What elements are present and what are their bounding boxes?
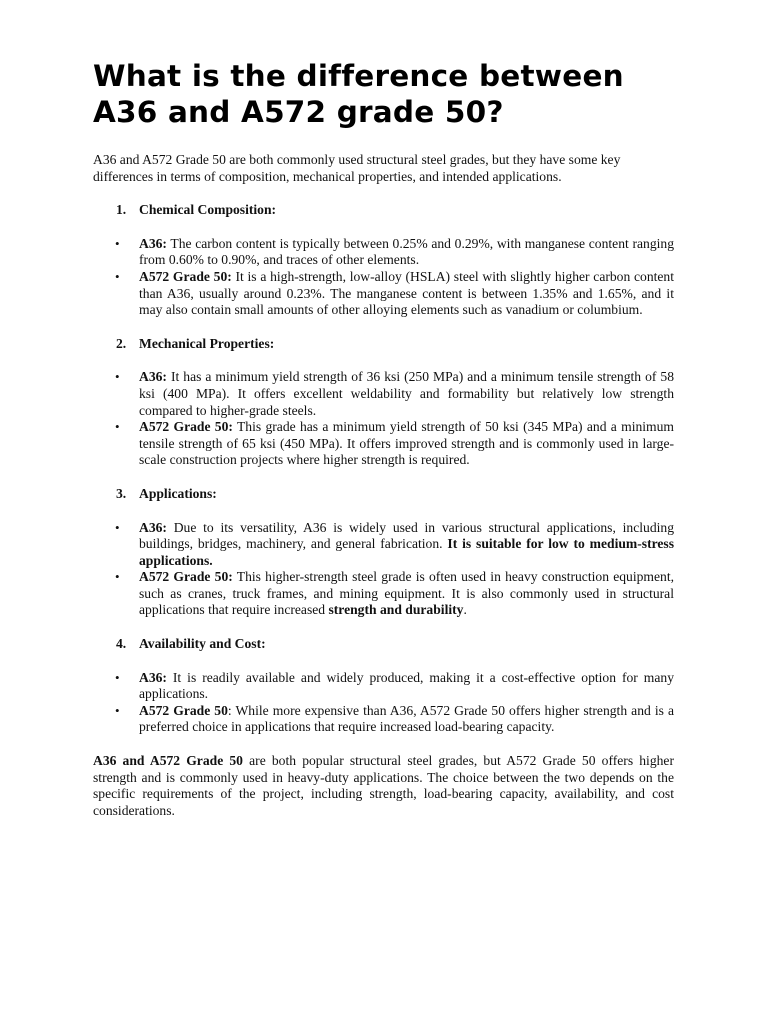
bullet-icon: • bbox=[115, 702, 120, 718]
list-item bbox=[93, 520, 674, 570]
bullet-icon: • bbox=[115, 569, 120, 585]
item-label: A36: bbox=[139, 235, 167, 251]
section-mechanical-properties bbox=[93, 336, 674, 469]
bullet-icon: • bbox=[115, 235, 120, 251]
bullet-icon: • bbox=[115, 268, 120, 284]
item-text: This higher-strength steel grade is often used in heavy construction equipment, such as cranes, truck frames, and mining equipment. It is also commonly used in structural applications that require increased bbox=[139, 569, 674, 618]
section-availability-and-cost bbox=[93, 636, 674, 736]
item-text: It has a minimum yield strength of 36 ksi (250 MPa) and a minimum tensile strength of 58 ksi (400 MPa). It offers excellent weldability and formability but relatively low strength compared to higher-grade steels. bbox=[139, 369, 674, 418]
intro-paragraph: A36 and A572 Grade 50 are both commonly used structural steel grades, but they have some key differences in terms of composition, mechanical properties, and intended applications. bbox=[93, 152, 621, 184]
section-heading bbox=[116, 202, 674, 219]
section-heading-text: Applications: bbox=[139, 485, 217, 501]
section-number: 1. bbox=[116, 202, 127, 218]
item-emphasis: strength and durability bbox=[328, 602, 464, 618]
bullet-icon: • bbox=[115, 419, 120, 435]
item-label: A572 Grade 50: bbox=[139, 569, 233, 585]
bullet-icon: • bbox=[115, 669, 120, 685]
bullet-list bbox=[93, 520, 674, 620]
section-number: 3. bbox=[116, 485, 127, 501]
section-heading-text: Mechanical Properties: bbox=[139, 335, 275, 351]
section-heading-text: Chemical Composition: bbox=[139, 202, 277, 218]
list-item bbox=[93, 419, 674, 469]
item-label: A36: bbox=[139, 369, 167, 385]
bullet-list bbox=[93, 670, 674, 736]
section-heading bbox=[116, 486, 674, 503]
item-text: : While more expensive than A36, A572 Grade 50 offers higher strength and is a preferred choice in applications that require increased load-bearing capacity. bbox=[139, 702, 674, 735]
section-number: 2. bbox=[116, 335, 127, 351]
bullet-icon: • bbox=[115, 519, 120, 535]
summary-paragraph bbox=[93, 753, 674, 819]
section-chemical-composition bbox=[93, 202, 674, 319]
section-heading bbox=[116, 336, 674, 353]
list-item bbox=[93, 670, 674, 703]
bullet-list bbox=[93, 236, 674, 319]
section-heading-text: Availability and Cost: bbox=[139, 636, 266, 652]
list-item bbox=[93, 569, 674, 619]
item-emphasis: It is suitable for low to medium-stress applications. bbox=[139, 536, 674, 568]
list-item bbox=[93, 269, 674, 319]
summary-lead: A36 and A572 Grade 50 bbox=[93, 753, 243, 769]
list-item bbox=[93, 369, 674, 419]
item-text: It is a high-strength, low-alloy (HSLA) steel with slightly higher carbon content than A36, usually around 0.23%. The manganese content is between 1.35% and 1.65%, and it may also contain small amounts of other alloying elements such as vanadium or columbium. bbox=[139, 268, 675, 318]
document-page bbox=[93, 58, 674, 819]
item-tail: . bbox=[463, 602, 467, 618]
section-number: 4. bbox=[116, 636, 127, 652]
item-text: It is readily available and widely produced, making it a cost-effective option for many applications. bbox=[139, 669, 674, 702]
summary-text: are both popular structural steel grades, but A572 Grade 50 offers higher strength and is commonly used in heavy-duty applications. The choice between the two depends on the specific requirements of the project, including strength, load-bearing capacity, availability, and cost considerations. bbox=[93, 753, 674, 818]
item-text: The carbon content is typically between 0.25% and 0.29%, with manganese content ranging from 0.60% to 0.90%, and traces of other elements. bbox=[139, 235, 674, 268]
item-text: Due to its versatility, A36 is widely used in various structural applications, including buildings, bridges, machinery, and general fabrication. bbox=[139, 519, 674, 552]
item-label: A572 Grade 50: bbox=[139, 419, 233, 435]
bullet-icon: • bbox=[115, 369, 120, 385]
bullet-list bbox=[93, 369, 674, 469]
item-text: This grade has a minimum yield strength of 50 ksi (345 MPa) and a minimum tensile strength of 65 ksi (450 MPa). It offers improved strength and is commonly used in large-scale construction projects where higher strength is required. bbox=[139, 419, 674, 468]
section-heading bbox=[116, 636, 674, 653]
item-label: A36: bbox=[139, 669, 167, 685]
item-label: A572 Grade 50: bbox=[139, 268, 232, 284]
list-item bbox=[93, 236, 674, 269]
page-title: What is the difference between A36 and A572 grade 50? bbox=[93, 59, 624, 129]
item-label: A572 Grade 50 bbox=[139, 702, 228, 718]
item-label: A36: bbox=[139, 519, 167, 535]
list-item bbox=[93, 703, 674, 736]
section-applications bbox=[93, 486, 674, 619]
